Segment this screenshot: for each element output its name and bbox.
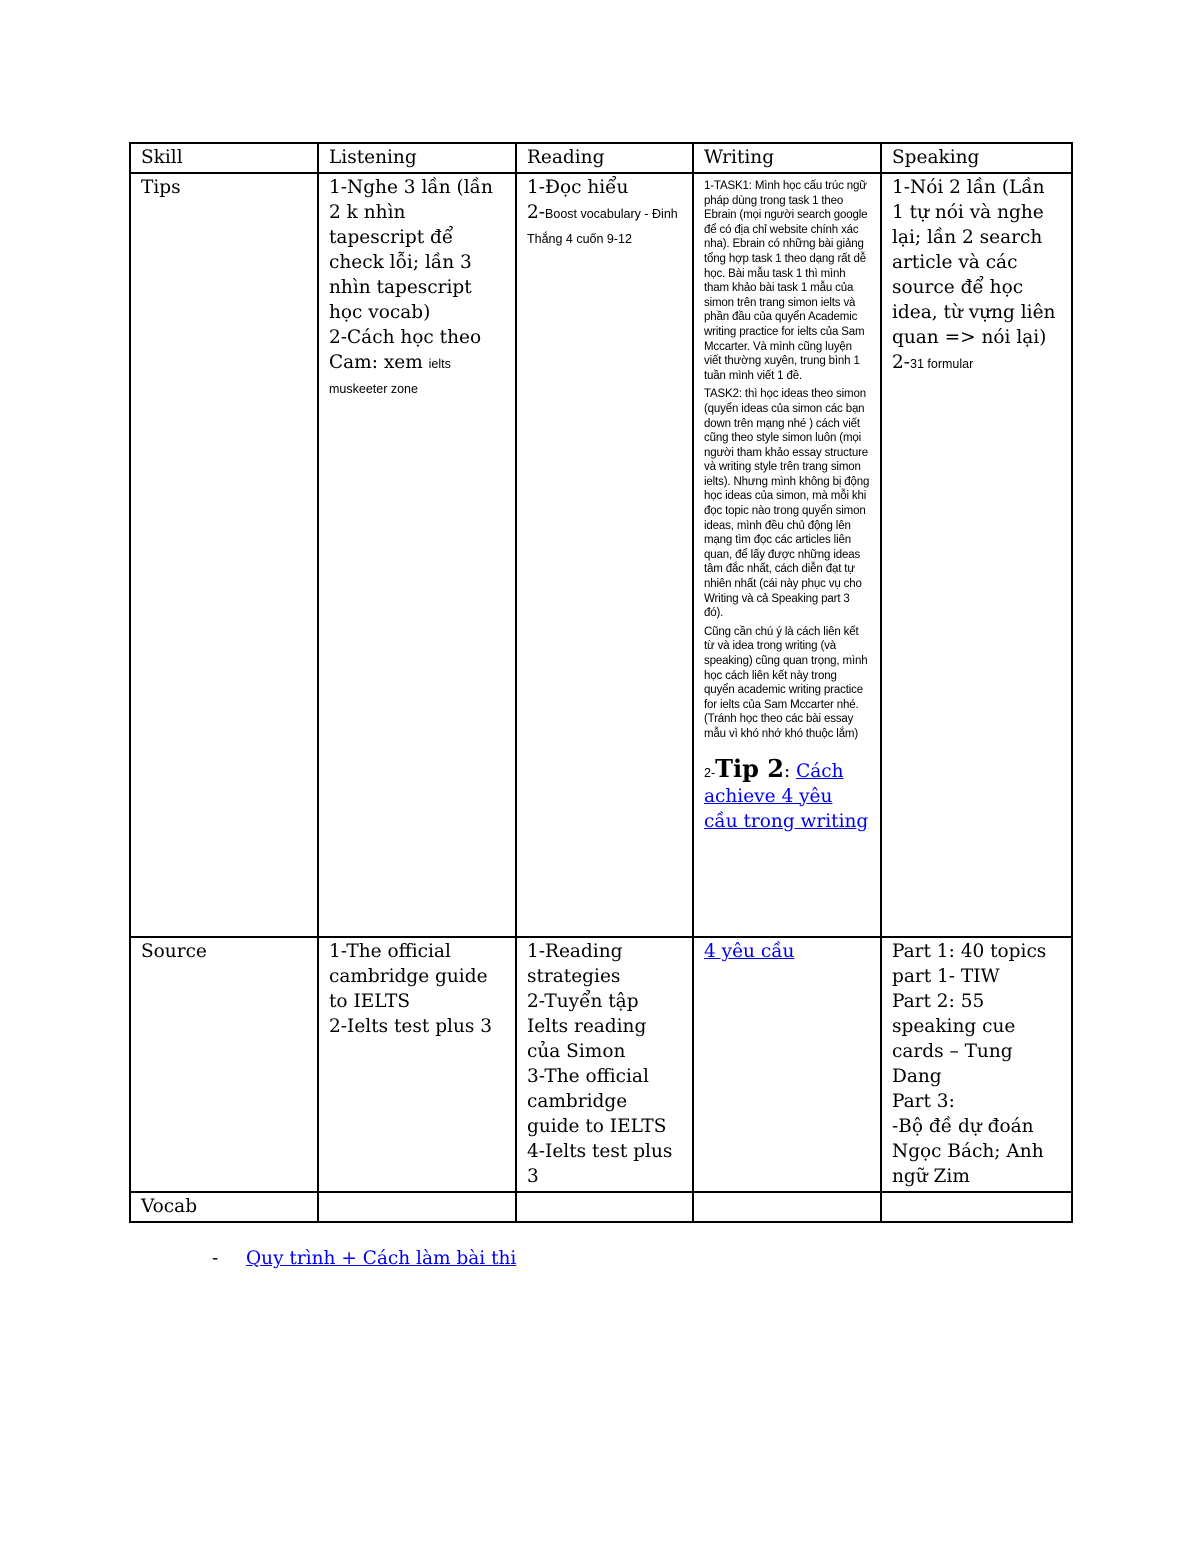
- tips-writing-note: Cũng cần chú ý là cách liên kết từ và idea trong writing (và speaking) cũng quan trọng, mình học cách liên kết này trong quyển academic writing practice for ielts của Sam Mccarter nhé. (Tránh học theo các bài essay mẫu vì khó nhớ khó thuộc lắm): [704, 625, 868, 740]
- tip2-writing-link[interactable]: Cách achieve 4 yêu cầu trong writing: [704, 760, 869, 832]
- header-row: [130, 143, 1072, 173]
- vocab-listening-cell: [318, 1192, 516, 1222]
- source-writing-link[interactable]: 4 yêu cầu: [704, 941, 795, 962]
- header-skill: Skill: [130, 143, 318, 173]
- source-label: Source: [130, 937, 318, 1192]
- vocab-writing-cell: [693, 1192, 881, 1222]
- tips-writing-task1: 1-TASK1: Mình học cấu trúc ngữ pháp dùng trong task 1 theo Ebrain (mọi người search google để có địa chỉ website chính xác nha). Ebrain có những bài giảng tổng hợp task 1 theo dạng rất dễ học. Bài mẫu task 1 thì mình tham khảo bài task 1 mẫu của simon trên trang simon ielts và phần đầu của quyển Academic writing practice for ielts của Sam Mccarter. Và mình cũng luyện viết thường xuyên, trung bình 1 tuần mình viết 1 đề.: [704, 180, 868, 382]
- tips-writing-tip2-prefix: 2-: [704, 765, 716, 780]
- source-row: [130, 937, 1072, 1192]
- tips-reading-item2-small: Boost vocabulary - Đinh Thắng 4 cuốn 9-12: [527, 207, 678, 246]
- header-listening: Listening: [318, 143, 516, 173]
- tips-listening-item1: 1-Nghe 3 lần (lần 2 k nhìn tapescript để check lỗi; lần 3 nhìn tapescript học vocab): [329, 177, 493, 323]
- source-speaking-item: Part 1: 40 topics part 1- TIW: [892, 941, 1047, 987]
- bullet-dash: -: [212, 1248, 219, 1269]
- header-speaking: Speaking: [881, 143, 1072, 173]
- source-reading-item: 3-The official cambridge guide to IELTS: [527, 1066, 667, 1137]
- header-writing: Writing: [693, 143, 881, 173]
- skills-table: [129, 142, 1073, 1223]
- tips-listening-item2-main: 2-Cách học theo Cam: xem: [329, 327, 482, 373]
- bullet-list-item: [212, 1246, 516, 1271]
- source-speaking-item: Part 3:: [892, 1091, 955, 1112]
- tips-writing-tip2: [704, 753, 870, 834]
- source-reading-item: 1-Reading strategies: [527, 941, 623, 987]
- tips-speaking-item2-prefix: 2-: [892, 352, 911, 373]
- source-speaking-cell: [881, 937, 1072, 1192]
- tips-speaking-item1: 1-Nói 2 lần (Lần 1 tự nói và nghe lại; lần 2 search article và các source để học idea, từ vựng liên quan => nói lại): [892, 177, 1056, 348]
- source-reading-item: 4-Ielts test plus 3: [527, 1141, 673, 1187]
- source-listening-item: 1-The official cambridge guide to IELTS: [329, 941, 488, 1012]
- tips-row: [130, 173, 1072, 937]
- tips-writing-tip2-colon: :: [783, 760, 797, 782]
- tips-writing-cell: [693, 173, 881, 937]
- tips-listening-item2: [329, 325, 505, 400]
- source-listening-item: 2-Ielts test plus 3: [329, 1016, 493, 1037]
- tips-reading-item1: 1-Đọc hiểu: [527, 177, 629, 198]
- header-reading: Reading: [516, 143, 693, 173]
- procedure-link[interactable]: Quy trình + Cách làm bài thi: [246, 1248, 517, 1269]
- tips-writing-tip2-title: Tip 2: [715, 753, 784, 783]
- tips-speaking-cell: [881, 173, 1072, 937]
- tips-reading-item2: [527, 200, 682, 250]
- tips-listening-cell: [318, 173, 516, 937]
- tips-writing-task2: TASK2: thì học ideas theo simon (quyển ideas của simon các bạn down trên mạng nhé ) cách viết cũng theo style simon luôn (mọi người tham khảo essay structure và writing style trên trang simon ielts). Nhưng mình không bị động học ideas của simon, mà mỗi khi đọc topic nào trong quyển simon ideas, mình đều chủ động lên mạng tìm đọc các articles liên quan, để lấy được những ideas tâm đắc nhất, cách diễn đạt tự nhiên nhất (cái này phục vụ cho Writing và cả Speaking part 3 đó).: [704, 388, 870, 620]
- tips-speaking-item2-small: 31 formular: [910, 357, 974, 371]
- source-reading-item: 2-Tuyển tập Ielts reading của Simon: [527, 991, 647, 1062]
- tips-label: Tips: [130, 173, 318, 937]
- vocab-row: [130, 1192, 1072, 1222]
- tips-speaking-item2: [892, 350, 1061, 375]
- vocab-label: Vocab: [130, 1192, 318, 1222]
- source-speaking-item: -Bộ đề dự đoán Ngọc Bách; Anh ngữ Zim: [892, 1116, 1044, 1187]
- vocab-reading-cell: [516, 1192, 693, 1222]
- tips-reading-cell: [516, 173, 693, 937]
- source-writing-cell: [693, 937, 881, 1192]
- tips-listening-item2-small: ielts muskeeter zone: [329, 357, 451, 396]
- source-reading-cell: [516, 937, 693, 1192]
- source-speaking-item: Part 2: 55 speaking cue cards – Tung Dang: [892, 991, 1016, 1087]
- tips-reading-item2-prefix: 2-: [527, 202, 546, 223]
- vocab-speaking-cell: [881, 1192, 1072, 1222]
- source-listening-cell: [318, 937, 516, 1192]
